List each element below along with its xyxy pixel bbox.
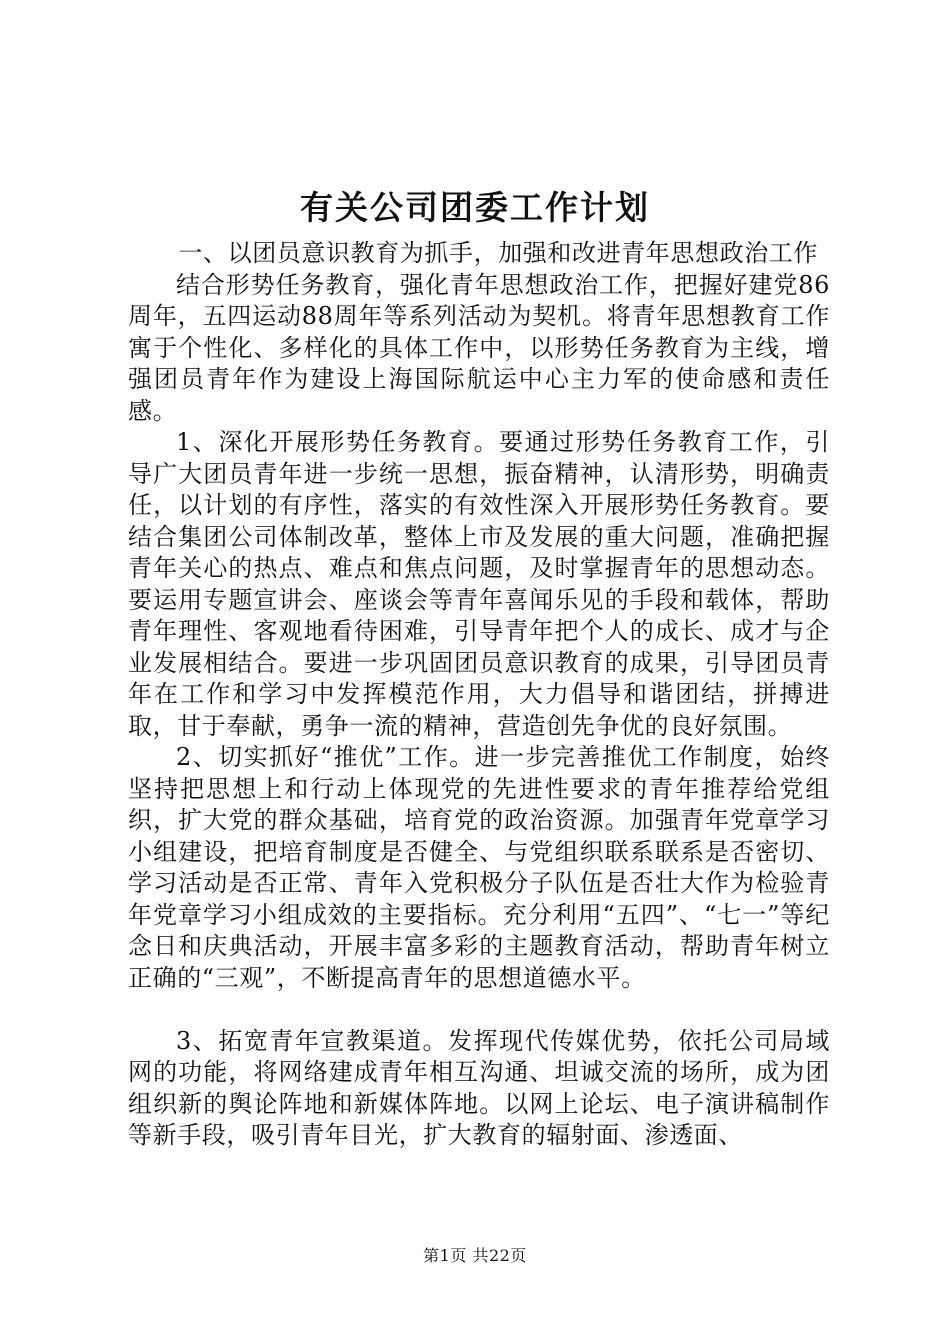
section-heading: 一、以团员意识教育为抓手，加强和改进青年思想政治工作 <box>178 239 818 267</box>
body-paragraph: 结合形势任务教育，强化青年思想政治工作，把握好建党86周年，五四运动88周年等系列活动为契机。将青年思想教育工作寓于个性化、多样化的具体工作中，以形势任务教育为主线，增强团员青年作为建设上海国际航运中心主力军的使命感和责任感。 <box>128 270 830 425</box>
document-body <box>128 238 830 1152</box>
body-paragraph: 1、深化开展形势任务教育。要通过形势任务教育工作，引导广大团员青年进一步统一思想，振奋精神，认清形势，明确责任，以计划的有序性，落实的有效性深入开展形势任务教育。要结合集团公司体制改革，整体上市及发展的重大问题，准确把握青年关心的热点、难点和焦点问题，及时掌握青年的思想动态。要运用专题宣讲会、座谈会等青年喜闻乐见的手段和载体，帮助青年理性、客观地看待困难，引导青年把个人的成长、成才与企业发展相结合。要进一步巩固团员意识教育的成果，引导团员青年在工作和学习中发挥模范作用，大力倡导和谐团结，拼搏进取，甘于奉献，勇争一流的精神，营造创先争优的良好氛围。 <box>128 428 830 740</box>
document-title: 有关公司团委工作计划 <box>300 188 650 227</box>
body-paragraph: 3、拓宽青年宣教渠道。发挥现代传媒优势，依托公司局域网的功能，将网络建成青年相互沟通、坦诚交流的场所，成为团组织新的舆论阵地和新媒体阵地。以网上论坛、电子演讲稿制作等新手段，吸引青年目光，扩大教育的辐射面、渗透面、 <box>128 1026 830 1149</box>
page-number-footer: 第1页 共22页 <box>423 1246 527 1265</box>
body-paragraph: 2、切实抓好“推优”工作。进一步完善推优工作制度，始终坚持把思想上和行动上体现党的先进性要求的青年推荐给党组织，扩大党的群众基础，培育党的政治资源。加强青年党章学习小组建设，把培育制度是否健全、与党组织联系联系是否密切、学习活动是否正常、青年入党积极分子队伍是否壮大作为检验青年党章学习小组成效的主要指标。充分利用“五四”、“七一”等纪念日和庆典活动，开展丰富多彩的主题教育活动，帮助青年树立正确的“三观”，不断提高青年的思想道德水平。 <box>128 743 830 992</box>
